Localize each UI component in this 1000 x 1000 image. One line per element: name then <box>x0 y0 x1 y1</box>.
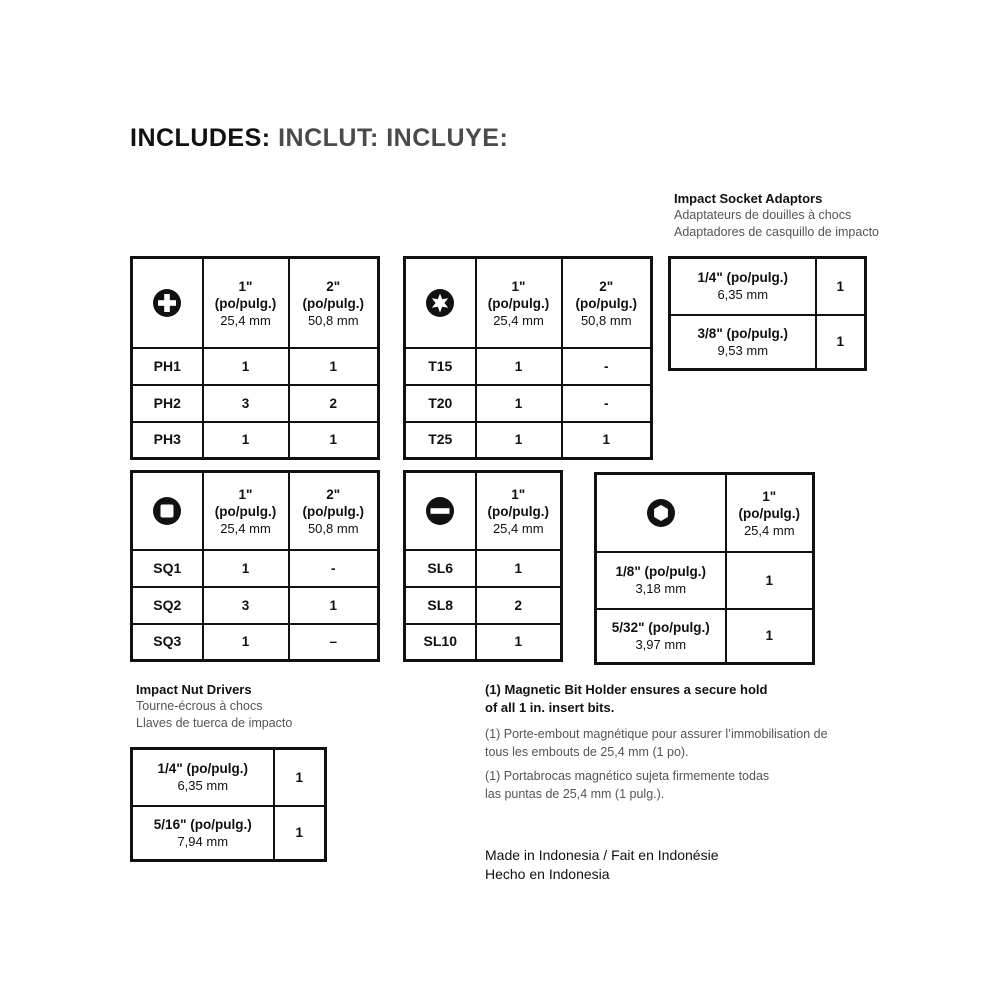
table-row: SL8 2 <box>405 587 562 624</box>
table-row: SQ1 1 - <box>132 550 379 587</box>
page-title <box>130 124 508 153</box>
socket-adaptors-caption: Impact Socket Adaptors Adaptateurs de douilles à chocs Adaptadores de casquillo de impacto <box>674 191 879 239</box>
table-row: 5/32" (po/pulg.) 3,97 mm 1 <box>596 609 814 664</box>
square-drive-icon <box>132 472 203 550</box>
heading-fr: INCLUT: <box>278 124 379 152</box>
size-header-2in: 2" (po/pulg.) 50,8 mm <box>289 472 379 550</box>
country-of-origin: Made in Indonesia / Fait en Indonésie Hecho en Indonesia <box>485 847 719 882</box>
table-row: T25 1 1 <box>405 422 652 459</box>
table-row: 1/8" (po/pulg.) 3,18 mm 1 <box>596 552 814 609</box>
table-row: 1/4" (po/pulg.) 6,35 mm 1 <box>670 258 866 315</box>
phillips-bits-table <box>130 256 380 460</box>
nut-drivers-caption: Impact Nut Drivers Tourne-écrous à chocs Llaves de tuerca de impacto <box>136 682 293 730</box>
table-row: PH1 1 1 <box>132 348 379 385</box>
nut-drivers-table <box>130 747 327 862</box>
square-bits-table <box>130 470 380 662</box>
size-header-2in: 2" (po/pulg.) 50,8 mm <box>289 258 379 348</box>
table-row: PH2 3 2 <box>132 385 379 422</box>
torx-star-icon <box>405 258 476 348</box>
table-row: SL6 1 <box>405 550 562 587</box>
size-header-1in: 1" (po/pulg.) 25,4 mm <box>203 258 289 348</box>
table-row: SQ2 3 1 <box>132 587 379 624</box>
table-row: SL10 1 <box>405 624 562 661</box>
torx-bits-table <box>403 256 653 460</box>
table-row: SQ3 1 – <box>132 624 379 661</box>
heading-en: INCLUDES: <box>130 124 271 152</box>
size-header-2in: 2" (po/pulg.) 50,8 mm <box>562 258 652 348</box>
phillips-icon <box>132 258 203 348</box>
table-row: T15 1 - <box>405 348 652 385</box>
slotted-icon <box>405 472 476 550</box>
socket-adaptors-table <box>668 256 867 371</box>
slotted-bits-table <box>403 470 563 662</box>
size-header-1in: 1" (po/pulg.) 25,4 mm <box>476 472 562 550</box>
size-header-1in: 1" (po/pulg.) 25,4 mm <box>726 474 814 552</box>
heading-es: INCLUYE: <box>386 124 509 152</box>
size-header-1in: 1" (po/pulg.) 25,4 mm <box>203 472 289 550</box>
hex-icon <box>596 474 726 552</box>
table-row: 5/16" (po/pulg.) 7,94 mm 1 <box>132 806 326 861</box>
hex-bits-table <box>594 472 815 665</box>
table-row: PH3 1 1 <box>132 422 379 459</box>
table-row: 3/8" (po/pulg.) 9,53 mm 1 <box>670 315 866 370</box>
table-row: T20 1 - <box>405 385 652 422</box>
table-row: 1/4" (po/pulg.) 6,35 mm 1 <box>132 749 326 806</box>
bit-holder-note: (1) Magnetic Bit Holder ensures a secure hold of all 1 in. insert bits. (1) Porte-embout magnétique pour assurer l’immobilisation de tous les embouts de 25,4 mm (1 po). (1) Portabrocas magnético sujeta firmemente todas las puntas de 25,4 mm (1 pulg.). <box>485 682 828 801</box>
size-header-1in: 1" (po/pulg.) 25,4 mm <box>476 258 562 348</box>
